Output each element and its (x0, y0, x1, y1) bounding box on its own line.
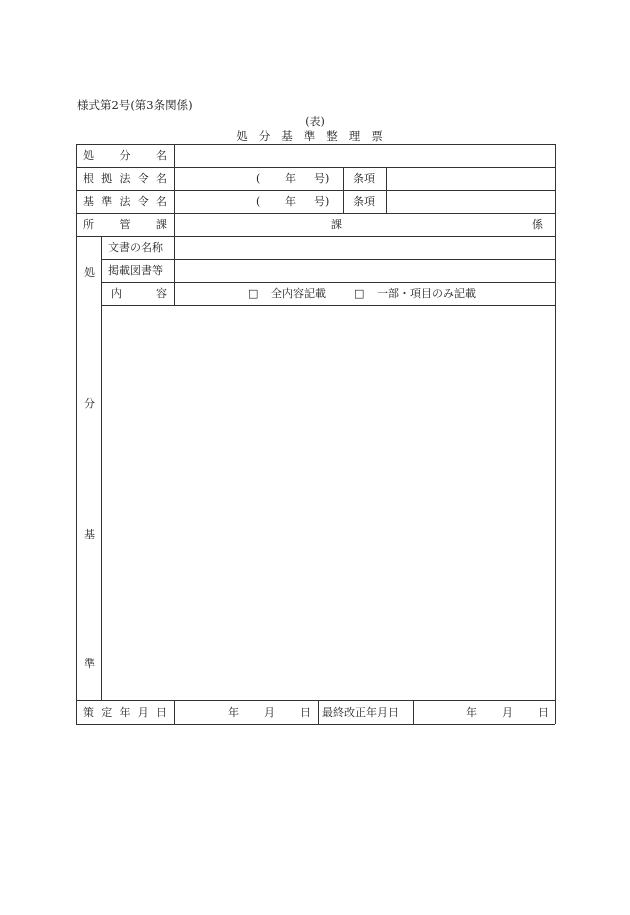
publication-field[interactable] (175, 260, 554, 281)
checkbox-all-content[interactable]: □ (248, 287, 259, 300)
established-date-label: 策 定 年 月 日 (83, 706, 167, 719)
checkbox-partial-content[interactable]: □ (354, 287, 365, 300)
basis-law-year: 年 (285, 172, 296, 185)
front-side-label: (表) (305, 115, 325, 128)
standard-law-paren-open: ( (256, 195, 261, 208)
form-title: 処分基準整理票 (236, 129, 394, 143)
basis-law-article-field[interactable] (387, 168, 554, 189)
basis-law-number: 号) (314, 172, 330, 185)
established-year-unit: 年 (228, 706, 239, 719)
option-partial-content-label: 一部・項目のみ記載 (377, 287, 476, 300)
basis-law-label: 根 拠 法 令 名 (83, 172, 167, 185)
disposition-name-label: 処 分 名 (83, 149, 167, 162)
unit-suffix: 係 (532, 218, 543, 231)
content-label: 内 容 (111, 287, 167, 300)
document-name-field[interactable] (175, 237, 554, 258)
side-label-sho: 処 (84, 266, 95, 279)
standard-law-year: 年 (285, 195, 296, 208)
basis-law-paren-open: ( (256, 172, 261, 185)
basis-law-article-label: 条項 (353, 172, 375, 185)
form-number-label: 様式第2号(第3条関係) (77, 98, 193, 112)
disposition-name-field[interactable] (175, 145, 554, 166)
document-name-label: 文書の名称 (108, 241, 163, 254)
department-label: 所 管 課 (83, 218, 167, 231)
standard-law-article-field[interactable] (387, 191, 554, 212)
revision-month-unit: 月 (502, 706, 513, 719)
established-day-unit: 日 (300, 706, 311, 719)
side-label-ki: 基 (84, 528, 95, 541)
side-label-bun: 分 (84, 397, 95, 410)
criteria-body-area[interactable] (102, 306, 554, 699)
side-label-jun: 準 (84, 657, 95, 670)
standard-law-article-label: 条項 (353, 195, 375, 208)
established-month-unit: 月 (264, 706, 275, 719)
publication-label: 掲載図書等 (108, 264, 163, 277)
option-all-content-label: 全内容記載 (271, 287, 326, 300)
revision-day-unit: 日 (538, 706, 549, 719)
standard-law-label: 基 準 法 令 名 (83, 195, 167, 208)
last-revision-date-label: 最終改正年月日 (322, 706, 399, 719)
standard-law-number: 号) (314, 195, 330, 208)
section-suffix: 課 (331, 218, 342, 231)
revision-year-unit: 年 (466, 706, 477, 719)
